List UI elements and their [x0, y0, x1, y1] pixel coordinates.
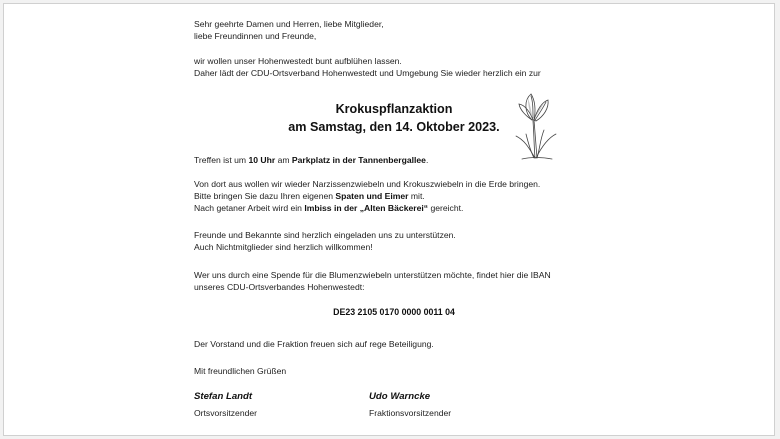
details-line-2: [194, 190, 425, 202]
meeting-time: 10 Uhr: [248, 155, 276, 165]
details-line-2-suffix: mit.: [408, 191, 425, 201]
iban: DE23 2105 0170 0000 0011 04: [333, 307, 455, 317]
signature-role-2: Fraktionsvorsitzender: [369, 408, 452, 418]
details-line-3: [194, 202, 463, 214]
meeting-suffix: .: [425, 155, 429, 165]
signature-name-2: Udo Warncke: [369, 391, 431, 402]
donation-line-1: Wer uns durch eine Spende für die Blumenzwiebeln unterstützen möchte, findet hier die IBAN: [194, 270, 551, 280]
intro-line-2: Daher lädt der CDU-Ortsverband Hohenwestedt und Umgebung Sie wieder herzlich ein zur: [194, 68, 541, 78]
greeting-line-2: liebe Freundinnen und Freunde,: [194, 31, 317, 41]
letter-page: [3, 3, 775, 436]
meeting-place: Parkplatz in der Tannenbergallee: [291, 155, 426, 165]
details-line-2-prefix: Bitte bringen Sie dazu Ihren eigenen: [194, 191, 336, 201]
signature-role-1: Ortsvorsitzender: [194, 408, 258, 418]
details-line-2-bold: Spaten und Eimer: [335, 191, 409, 201]
crocus-flower-icon: [504, 90, 568, 162]
closing-line-1: Der Vorstand und die Fraktion freuen sich auf rege Beteiligung.: [194, 339, 434, 349]
invite-line-2: Auch Nichtmitglieder sind herzlich willkommen!: [194, 242, 373, 252]
meeting-prefix: Treffen ist um: [194, 155, 249, 165]
details-line-3-bold: Imbiss in der „Alten Bäckerei“: [304, 203, 429, 213]
meeting-middle: am: [275, 155, 292, 165]
greeting-line-1: Sehr geehrte Damen und Herren, liebe Mitglieder,: [194, 19, 384, 29]
invite-line-1: Freunde und Bekannte sind herzlich eingeladen uns zu unterstützen.: [194, 230, 456, 240]
meeting-line: [194, 154, 428, 166]
details-line-3-prefix: Nach getaner Arbeit wird ein: [194, 203, 305, 213]
details-line-1: Von dort aus wollen wir wieder Narzissenzwiebeln und Krokuszwiebeln in die Erde bringen.: [194, 179, 541, 189]
signature-name-1: Stefan Landt: [194, 391, 253, 402]
donation-line-2: unseres CDU-Ortsverbandes Hohenwestedt:: [194, 282, 365, 292]
intro-line-1: wir wollen unser Hohenwestedt bunt aufblühen lassen.: [194, 56, 402, 66]
event-title: Krokuspflanzaktion: [335, 102, 453, 116]
event-date: am Samstag, den 14. Oktober 2023.: [288, 120, 500, 134]
closing-line-2: Mit freundlichen Grüßen: [194, 366, 287, 376]
details-line-3-suffix: gereicht.: [428, 203, 464, 213]
